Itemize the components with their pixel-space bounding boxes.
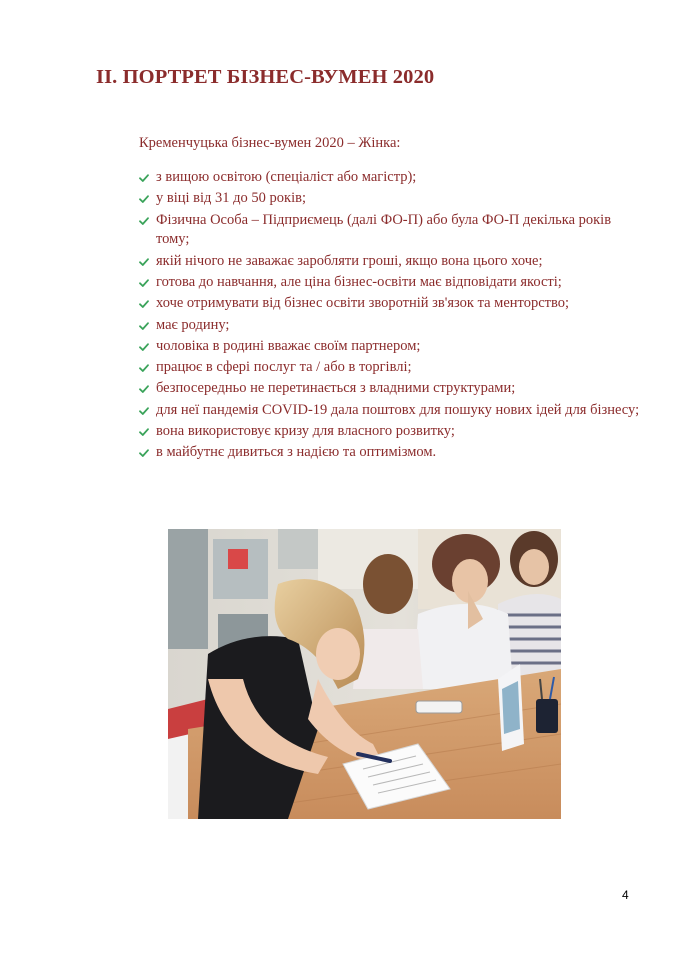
list-item [137, 358, 647, 378]
list-item [137, 337, 647, 357]
list-item-text: вона використовує кризу для власного розвитку; [156, 423, 455, 440]
checkmark-icon [139, 385, 149, 393]
checkmark-icon [139, 407, 149, 415]
page-number: 4 [622, 888, 629, 902]
list-item-text: якій нічого не заважає заробляти гроші, якщо вона цього хоче; [156, 252, 543, 269]
section-title: ІІ. ПОРТРЕТ БІЗНЕС-ВУМЕН 2020 [96, 66, 435, 88]
list-item [137, 379, 647, 399]
list-item-text: має родину; [156, 316, 230, 333]
list-item-text: чоловіка в родині вважає своїм партнером; [156, 337, 421, 354]
list-item [137, 443, 647, 463]
checkmark-icon [139, 300, 149, 308]
checkmark-icon [139, 449, 149, 457]
list-item-text: Фізична Особа – Підприємець (далі ФО-П) або була ФО-П декілька років тому; [156, 211, 612, 248]
list-item-text: працює в сфері послуг та / або в торгівлі; [156, 359, 412, 376]
checkmark-icon [139, 258, 149, 266]
checkmark-icon [139, 174, 149, 182]
list-item-text: в майбутнє дивиться з надією та оптимізмом. [156, 444, 437, 461]
checkmark-icon [139, 217, 149, 225]
list-item-text: у віці від 31 до 50 років; [156, 190, 306, 207]
list-item [137, 273, 647, 293]
list-item [137, 189, 647, 209]
list-item-text: для неї пандемія COVID-19 дала поштовх для пошуку нових ідей для бізнесу; [156, 401, 640, 418]
list-item [137, 168, 647, 188]
checkmark-icon [139, 428, 149, 436]
list-item [137, 401, 647, 421]
checkmark-icon [139, 322, 149, 330]
intro-line: Кременчуцька бізнес-вумен 2020 – Жінка: [139, 135, 401, 151]
list-item-text: готова до навчання, але ціна бізнес-освіти має відповідати якості; [156, 273, 562, 290]
checkmark-icon [139, 279, 149, 287]
list-item-text: з вищою освітою (спеціаліст або магістр); [156, 169, 417, 185]
characteristics-list [137, 168, 647, 465]
event-photo [168, 529, 561, 819]
list-item [137, 252, 647, 272]
checkmark-icon [139, 364, 149, 372]
list-item [137, 294, 647, 314]
list-item-text: безпосередньо не перетинається з владними структурами; [156, 380, 516, 397]
list-item [137, 211, 647, 251]
list-item-text: хоче отримувати від бізнес освіти зворотній зв'язок та менторство; [156, 295, 569, 312]
checkmark-icon [139, 195, 149, 203]
checkmark-icon [139, 343, 149, 351]
list-item [137, 316, 647, 336]
list-item [137, 422, 647, 442]
